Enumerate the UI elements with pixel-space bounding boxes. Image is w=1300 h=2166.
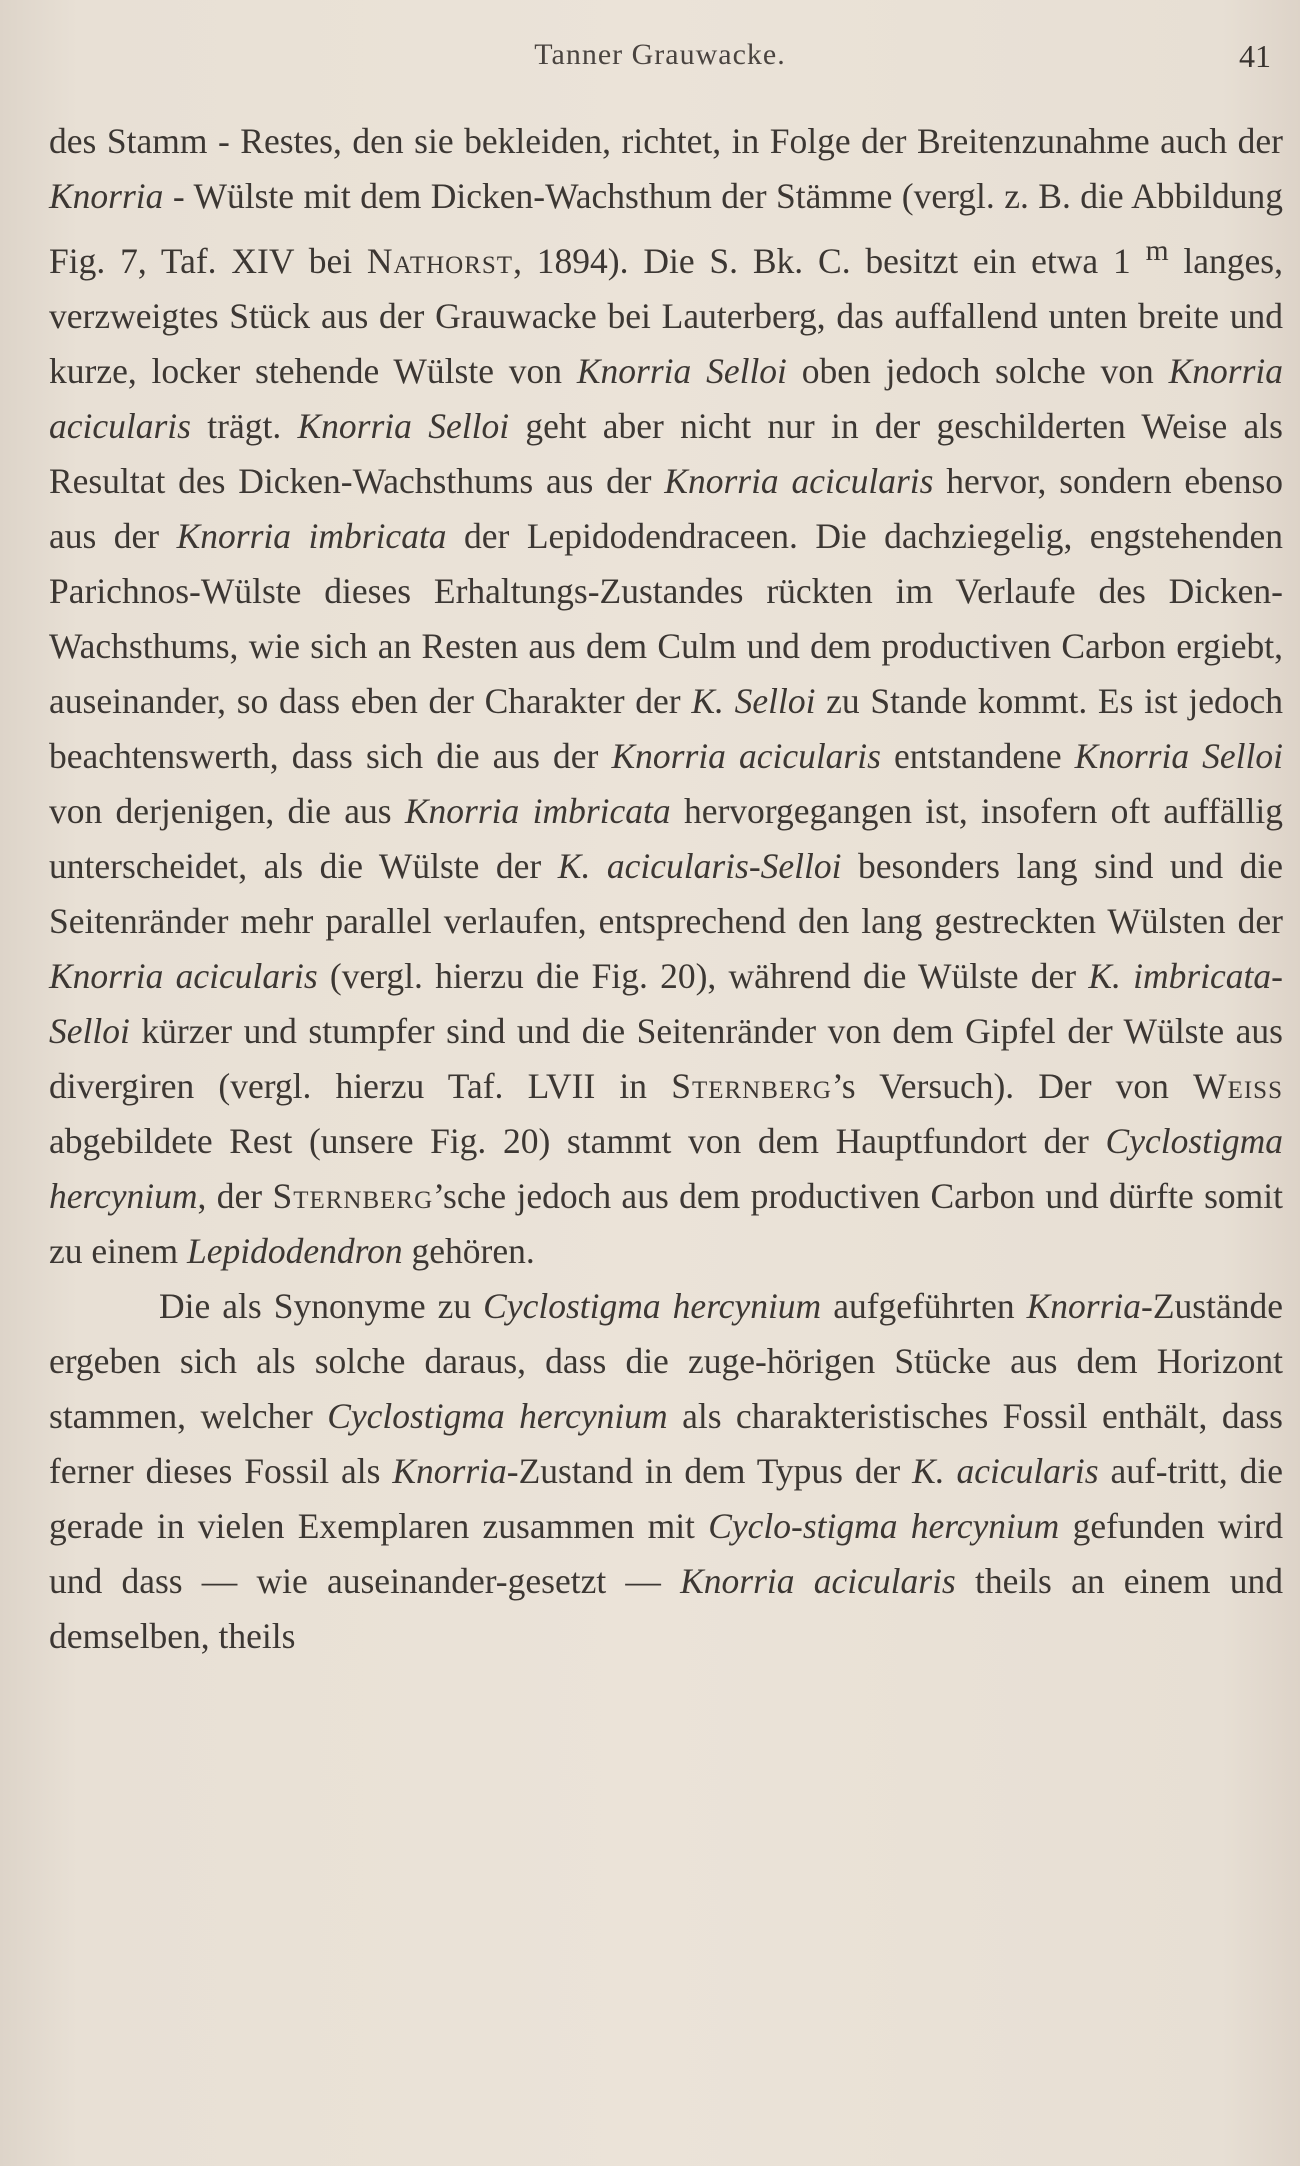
author-name: Nathorst <box>366 240 514 281</box>
taxon-name: Knorria acicularis <box>49 350 1283 446</box>
taxon-name: Cyclo-stigma hercynium <box>708 1505 1060 1546</box>
text-run: -Zustand in dem Typus der <box>506 1450 913 1491</box>
text-run: ’sche jedoch aus dem productiven Carbon und dürfte somit zu einem <box>49 1175 1283 1271</box>
text-run: als charakteristisches Fossil enthält, dass ferner dieses Fossil als <box>49 1395 1283 1491</box>
text-run: zu Stande kommt. Es ist jedoch beachtenswerth, dass sich die aus der <box>49 680 1284 776</box>
taxon-name: Knorria <box>392 1450 507 1491</box>
text-run: des Stamm - Restes, den sie bekleiden, richtet, in Folge der Breitenzunahme auch der <box>49 121 1283 161</box>
text-run: -Zustände ergeben sich als solche daraus, dass die zuge-hörigen Stücke aus dem Horizont stammen, welcher <box>49 1285 1283 1436</box>
text-run: der Lepidodendraceen. Die dachziegelig, engstehenden Parichnos-Wülste dieses Erhaltungs-Zustandes rückten im Verlaufe des Dicken-Wachsthums, wie sich an Resten aus dem Culm und dem productiven Carbon ergiebt, auseinander, so dass eben der Charakter der <box>49 515 1283 721</box>
text-run: Die als Synonyme zu <box>159 1285 484 1326</box>
text-run: ’s Versuch). Der von <box>831 1065 1194 1106</box>
paragraph-2 <box>49 1279 1283 1664</box>
page-number: 41 <box>1239 38 1271 74</box>
text-run: , der <box>197 1175 273 1216</box>
text-run: besonders lang sind und die Seitenränder mehr parallel verlaufen, entsprechend den lang gestreckten Wülsten der <box>49 845 1283 941</box>
taxon-name: Knorria acicularis <box>49 955 318 996</box>
taxon-name: Cyclostigma hercynium <box>327 1395 668 1436</box>
author-name: Weiss <box>1193 1065 1283 1106</box>
running-title: Tanner Grauwacke. <box>534 38 786 71</box>
taxon-name: Knorria imbricata <box>404 790 671 831</box>
text-run: oben jedoch solche von <box>786 350 1169 391</box>
taxon-name: K. imbricata-Selloi <box>49 955 1283 1051</box>
author-name: Sternberg <box>272 1175 434 1216</box>
text-run: , 1894). Die S. Bk. C. besitzt ein etwa 1 <box>513 240 1146 281</box>
paragraph-1 <box>49 114 1283 1279</box>
taxon-name: Cyclostigma hercynium <box>49 1120 1283 1216</box>
unit-superscript: m <box>1145 235 1169 267</box>
taxon-name: K. acicularis <box>912 1450 1099 1491</box>
taxon-name: Knorria Selloi <box>1074 735 1283 776</box>
text-run: hervorgegangen ist, insofern oft auffällig unterscheidet, als die Wülste der <box>49 790 1283 886</box>
taxon-name: Knorria acicularis <box>680 1560 956 1601</box>
text-run: (vergl. hierzu die Fig. 20), während die Wülste der <box>317 955 1089 996</box>
text-run: gehören. <box>402 1230 535 1271</box>
body-text <box>49 114 1283 1664</box>
text-run: aufgeführten <box>821 1285 1027 1326</box>
taxon-name: Knorria acicularis <box>611 735 881 776</box>
taxon-name: Cyclostigma hercynium <box>483 1285 822 1326</box>
taxon-name: Lepidodendron <box>187 1230 403 1271</box>
author-name: Sternberg <box>671 1065 832 1106</box>
taxon-name: K. Selloi <box>691 680 816 721</box>
taxon-name: Knorria <box>49 176 164 216</box>
text-run: geht aber nicht nur in der geschilderten Weise als Resultat des Dicken-Wachsthums aus der <box>49 405 1283 501</box>
text-run: theils an einem und demselben, theils <box>49 1560 1284 1656</box>
text-run: abgebildete Rest (unsere Fig. 20) stammt von dem Hauptfundort der <box>49 1120 1106 1161</box>
taxon-name: Knorria Selloi <box>297 405 510 446</box>
text-run: gefunden wird und dass — wie auseinander-gesetzt — <box>49 1505 1283 1601</box>
text-run: entstandene <box>880 735 1075 776</box>
text-run: langes, verzweigtes Stück aus der Grauwacke bei Lauterberg, das auffallend unten breite und kurze, locker stehende Wülste von <box>49 240 1283 391</box>
running-header <box>49 38 1271 88</box>
text-run: von derjenigen, die aus <box>49 790 405 831</box>
text-run: hervor, sondern ebenso aus der <box>49 460 1284 556</box>
taxon-name: Knorria <box>1026 1285 1142 1326</box>
taxon-name: Knorria Selloi <box>576 350 787 391</box>
taxon-name: Knorria imbricata <box>176 515 447 556</box>
text-run: - Wülste mit dem Dicken-Wachsthum der Stämme (vergl. z. B. die Abbildung Fig. 7, Taf. XIV bei <box>49 176 1283 281</box>
text-run: kürzer und stumpfer sind und die Seitenränder von dem Gipfel der Wülste aus divergiren (vergl. hierzu Taf. LVII in <box>49 1010 1283 1106</box>
taxon-name: K. acicularis-Selloi <box>557 845 842 886</box>
text-run: auf-tritt, die gerade in vielen Exemplaren zusammen mit <box>49 1450 1283 1546</box>
text-run: trägt. <box>190 405 298 446</box>
taxon-name: Knorria acicularis <box>664 460 934 501</box>
